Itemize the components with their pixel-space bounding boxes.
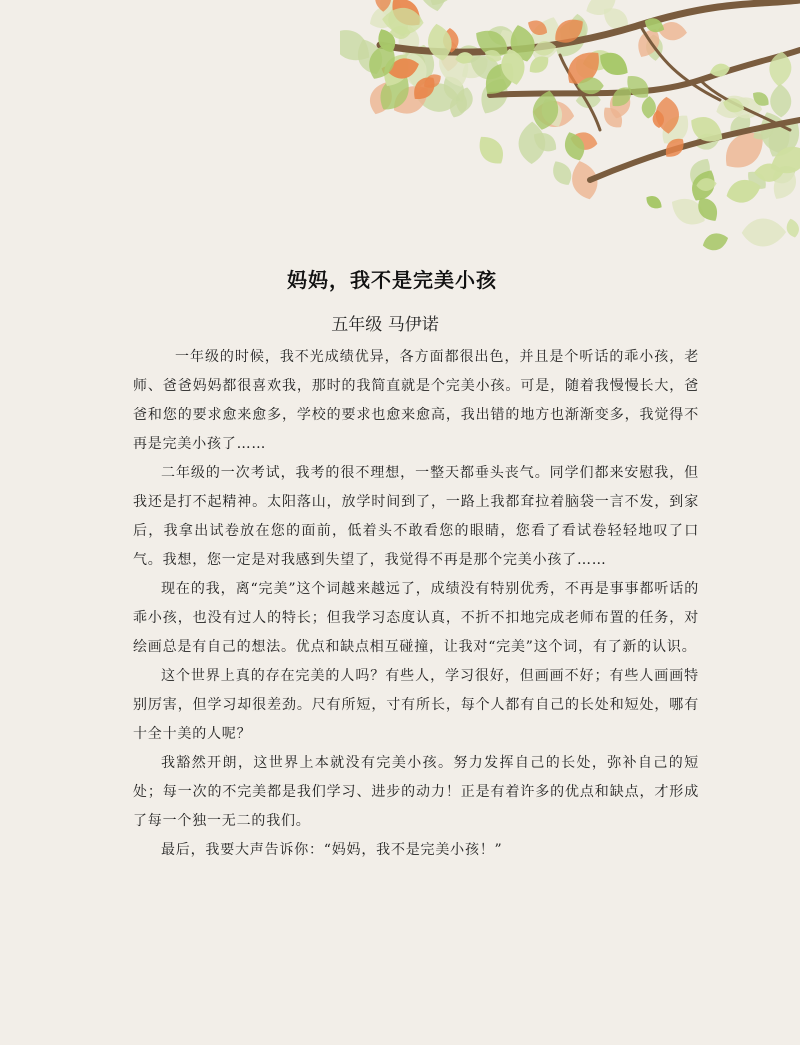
leaf-icon: [473, 131, 510, 170]
leaf-icon: [643, 193, 664, 212]
paragraph: 我豁然开朗，这世界上本就没有完美小孩。努力发挥自己的长处，弥补自己的短处；每一次的不完美都是我们学习、进步的动力！正是有着许多的优点和缺点，才形成了每一个独一无二的我们。: [133, 755, 699, 829]
leaf-icon: [548, 157, 576, 189]
tree-branch-leaves-icon: [340, 0, 800, 300]
paragraph: 二年级的一次考试，我考的很不理想，一整天都垂头丧气。同学们都来安慰我，但我还是打不起精神。太阳落山，放学时间到了，一路上我都耷拉着脑袋一言不发，到家后，我拿出试卷放在您的面前，低着头不敢看您的眼睛，您看了看试卷轻轻地叹了口气。我想，您一定是对我感到失望了，我觉得不再是那个完美小孩了……: [133, 465, 699, 568]
leaf-icon: [770, 84, 792, 118]
paragraph: 最后，我要大声告诉你：“妈妈，我不是完美小孩！”: [161, 842, 503, 858]
page-title: 妈妈，我不是完美小孩: [287, 268, 497, 292]
paragraph: 现在的我，离“完美”这个词越来越远了，成绩没有特别优秀，不再是事事都听话的乖小孩，也没有过人的特长；但我学习态度认真，不折不扣地完成老师布置的任务，对绘画总是有自己的想法。优点和缺点相互碰撞，让我对“完美”这个词，有了新的认识。: [133, 581, 699, 655]
paragraph: 这个世界上真的存在完美的人吗？有些人，学习很好，但画画不好；有些人画画特别厉害，但学习却很差劲。尺有所短，寸有所长，每个人都有自己的长处和短处，哪有十全十美的人呢？: [133, 668, 699, 742]
essay-body: [133, 343, 699, 865]
author-byline: 五年级 马伊诺: [331, 315, 439, 335]
paragraph: 一年级的时候，我不光成绩优异，各方面都很出色，并且是个听话的乖小孩，老师、爸爸妈妈都很喜欢我，那时的我简直就是个完美小孩。可是，随着我慢慢长大，爸爸和您的要求愈来愈多，学校的要求也愈来愈高，我出错的地方也渐渐变多，我觉得不再是完美小孩了……: [133, 349, 699, 452]
leaf-icon: [741, 218, 786, 247]
leaf-icon: [700, 230, 730, 253]
leaf-icon: [785, 217, 800, 239]
